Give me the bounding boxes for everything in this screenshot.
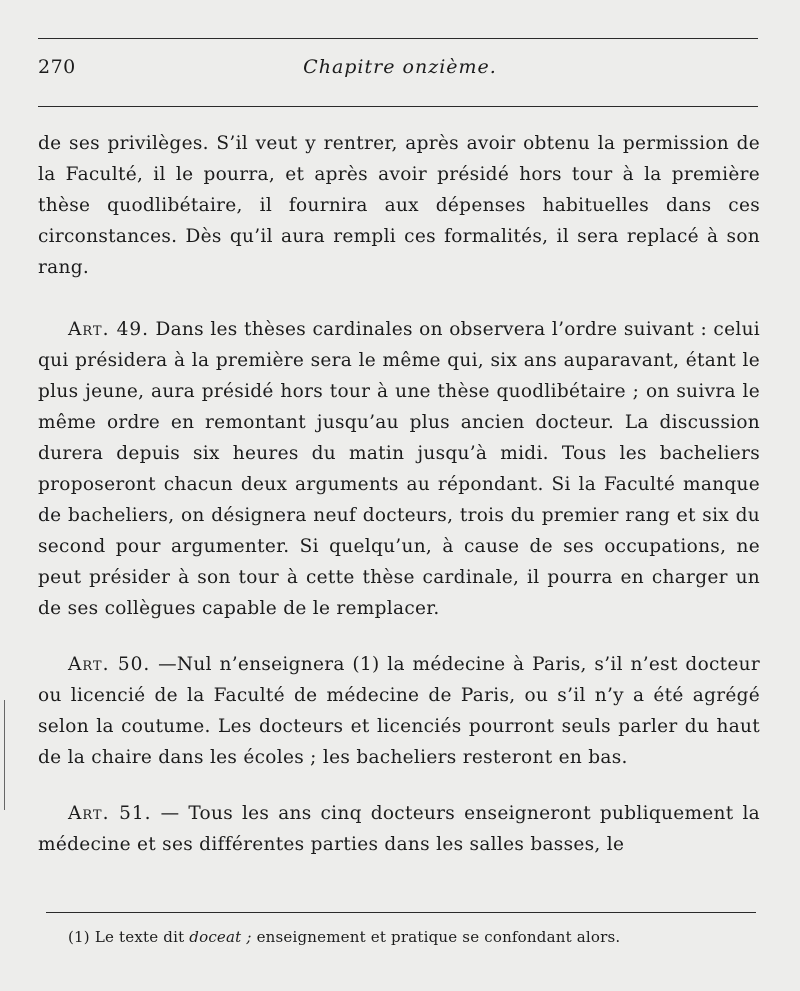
article-51-text: — Tous les ans cinq docteurs enseigneront publiquement la médecine et ses différentes parties dans les salles basses, le [38,803,760,855]
paragraph-gap [38,624,760,649]
running-title: Chapitre onzième. [303,56,497,78]
article-51-label: Art. 51. [68,803,152,824]
article-49-text: Dans les thèses cardinales on observera l’ordre suivant : celui qui présidera à la première sera le même qui, six ans auparavant, étant le plus jeune, aura présidé hors tour à une thèse quodlibétaire ; on suivra le même ordre en remontant jusqu’au plus ancien docteur. La discussion durera depuis six heures du matin jusqu’à midi. Tous les bacheliers proposeront chacun deux arguments au répondant. Si la Faculté manque de bacheliers, on désignera neuf docteurs, trois du premier rang et six du second pour argumenter. Si quelqu’un, à cause de ses occupations, ne peut présider à son tour à cette thèse cardinale, il pourra en charger un de ses collègues capable de le remplacer. [38,319,760,619]
paragraph-gap [38,283,760,314]
article-49-paragraph [38,314,760,624]
footnote-text-after: enseignement et pratique se confondant alors. [256,928,621,946]
footnote-rule [46,912,756,913]
article-50-text: —Nul n’enseignera (1) la médecine à Paris, s’il n’est docteur ou licencié de la Faculté de médecine de Paris, ou s’il n’y a été agrégé selon la coutume. Les docteurs et licenciés pourront seuls parler du haut de la chaire dans les écoles ; les bacheliers resteront en bas. [38,654,761,768]
footnote-text-before: Le texte dit [94,928,185,946]
article-49-label: Art. 49. [68,319,150,340]
article-50-label: Art. 50. [68,654,151,675]
margin-mark [4,700,5,810]
paragraph-gap [38,773,760,798]
article-51-paragraph [38,798,760,860]
footnote-italic-word: doceat ; [189,928,252,946]
header-rule [38,106,758,107]
page-number: 270 [38,56,76,78]
article-50-paragraph [38,649,760,773]
body-text [38,128,760,860]
footnote-marker: (1) [68,928,90,946]
continuation-paragraph: de ses privilèges. S’il veut y rentrer, après avoir obtenu la permission de la Faculté, il le pourra, et après avoir présidé hors tour à la première thèse quodlibétaire, il fournira aux dépenses habituelles dans ces circonstances. Dès qu’il aura rempli ces formalités, il sera replacé à son rang. [38,133,760,278]
footnote [68,928,620,946]
top-rule [38,38,758,39]
